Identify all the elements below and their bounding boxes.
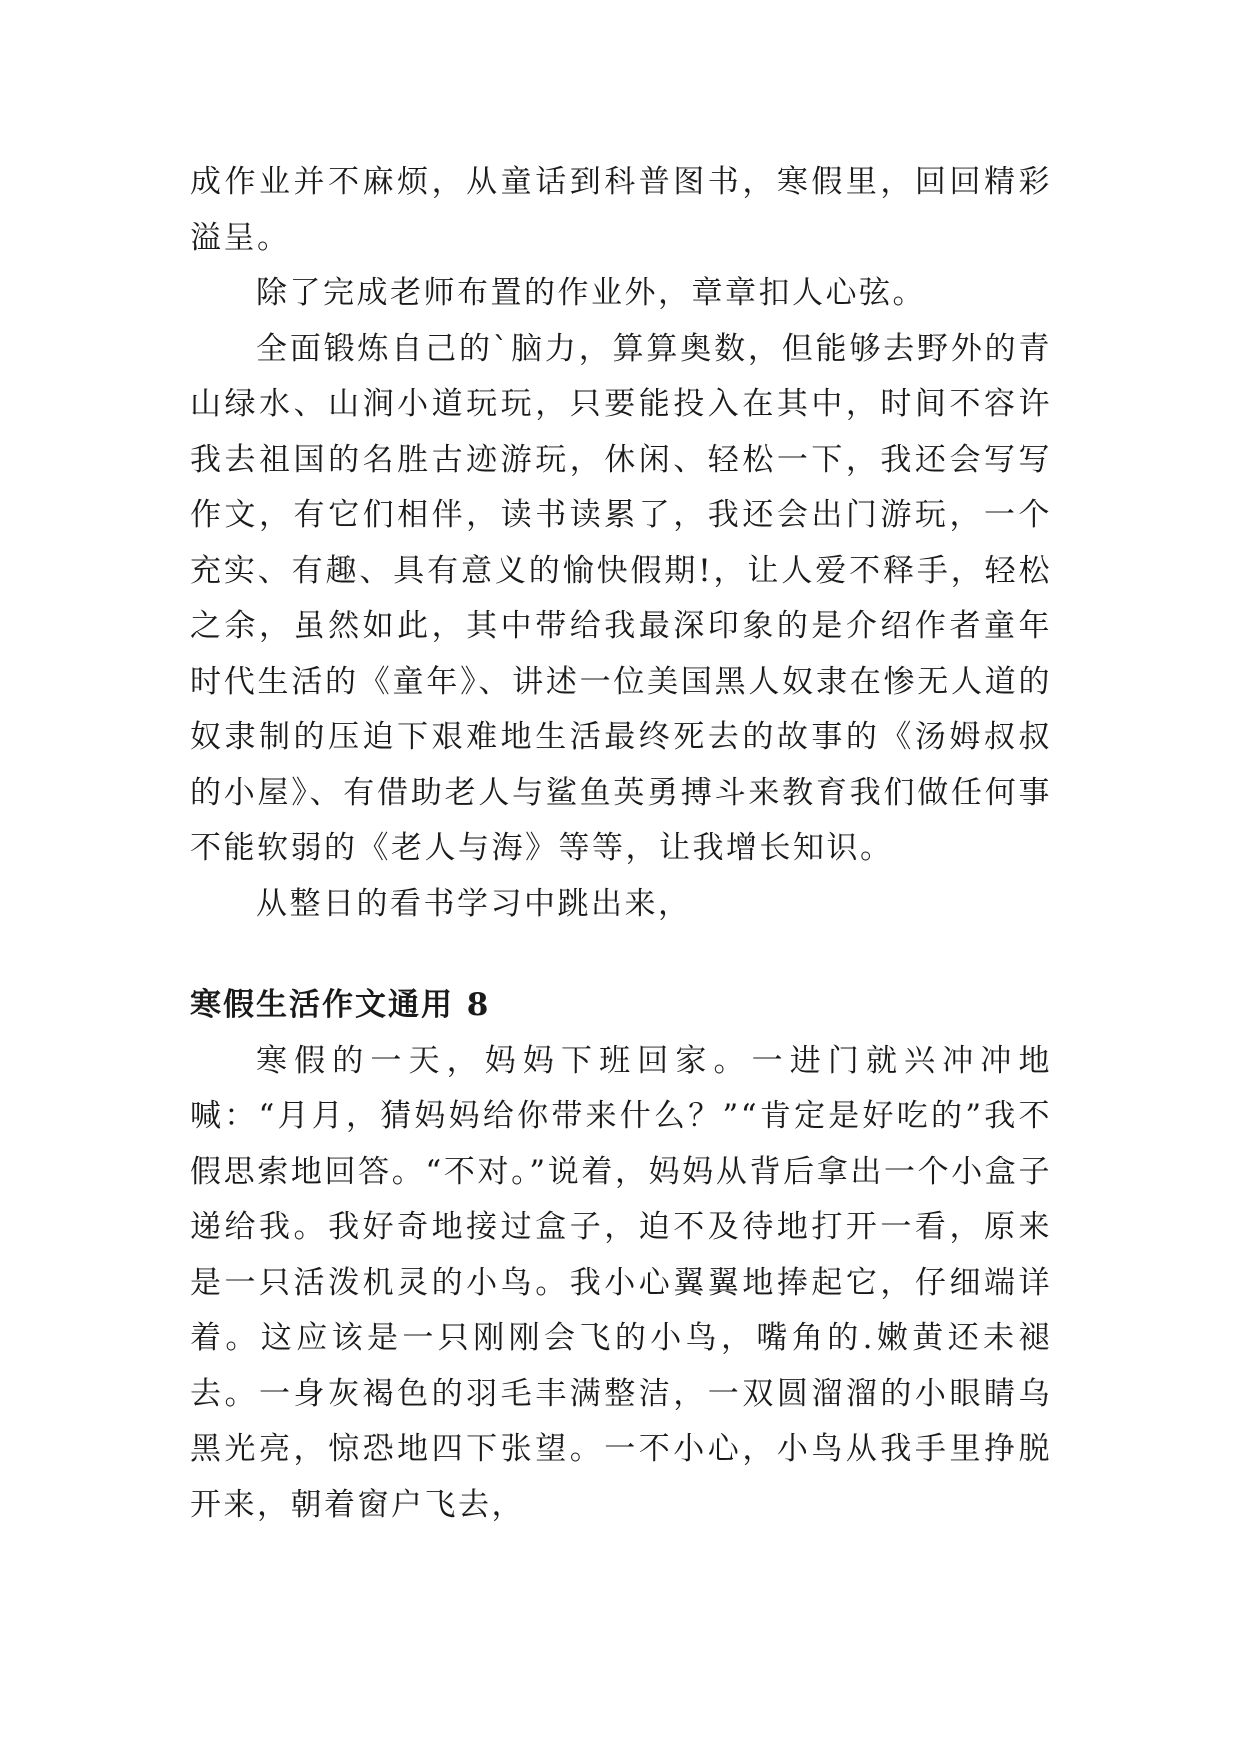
paragraph: 从整日的看书学习中跳出来， [256, 885, 692, 922]
paragraph: 除了完成老师布置的作业外，章章扣人心弦。 [256, 275, 926, 311]
section-title: 寒假生活作文通用 8 [190, 987, 491, 1023]
paragraph: 全面锻炼自己的`脑力，算算奥数，但能够去野外的青山绿水、山涧小道玩玩，只要能投入在其中，时间不容许我去祖国的名胜古迹游玩，休闲、轻松一下，我还会写写作文，有它们相伴，读书读累了，我还会出门游玩，一个充实、有趣、具有意义的愉快假期!，让人爱不释手，轻松之余，虽然如此，其中带给我最深印象的是介绍作者童年时代生活的《童年》、讲述一位美国黑人奴隶在惨无人道的奴隶制的压迫下艰难地生活最终死去的故事的《汤姆叔叔的小屋》、有借助老人与鲨鱼英勇搏斗来教育我们做任何事不能软弱的《老人与海》等等，让我增长知识。 [190, 330, 1052, 866]
paragraph-continuation: 成作业并不麻烦，从童话到科普图书，寒假里，回回精彩溢呈。 [190, 164, 1052, 256]
paragraph: 寒假的一天，妈妈下班回家。一进门就兴冲冲地喊：“月月，猜妈妈给你带来什么？”“肯定是好吃的”我不假思索地回答。“不对。”说着，妈妈从背后拿出一个小盒子递给我。我好奇地接过盒子，迫不及待地打开一看，原来是一只活泼机灵的小鸟。我小心翼翼地捧起它，仔细端详着。这应该是一只刚刚会飞的小鸟，嘴角的.嫩黄还未褪去。一身灰褐色的羽毛丰满整洁，一双圆溜溜的小眼睛乌黑光亮，惊恐地四下张望。一不小心，小鸟从我手里挣脱开来，朝着窗户飞去， [190, 1042, 1052, 1523]
document-body [190, 155, 1052, 1533]
